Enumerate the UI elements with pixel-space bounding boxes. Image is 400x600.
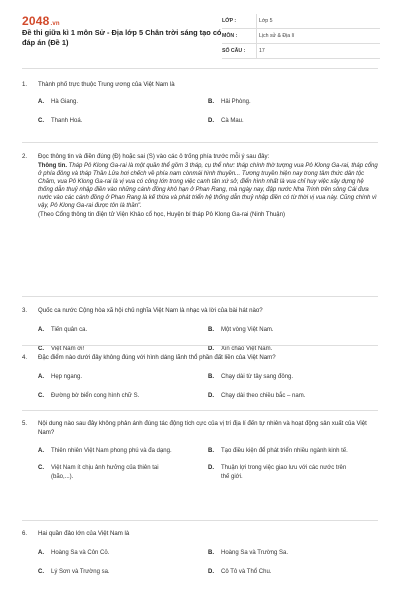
question-number: 5. bbox=[22, 420, 28, 427]
option-d[interactable]: D. Cô Tô và Thổ Chu. bbox=[208, 569, 272, 575]
option-b[interactable]: B. Một vòng Việt Nam. bbox=[208, 327, 274, 333]
option-c[interactable]: C. Lý Sơn và Trường sa. bbox=[38, 569, 110, 575]
option-a[interactable]: A. Hoàng Sa và Côn Cỏ. bbox=[38, 550, 110, 556]
exam-meta bbox=[222, 14, 380, 59]
passage-body: Tháp Pô Klong Ga-rai là một quần thể gồm 3 tháp, cụ thể như: tháp chính thờ tượng vua Pô Klong Ga-rai, tháp cổng ở phía đông và tháp Thần Lửa hơi chếch về phía nam cònmái hình thuyền... Tương truyền hiện nay trong tâm thức dân tộc Chăm, vua Pô Klong Ga-rai là vị vua có công lớn trong việc canh tân xứ sở, điển hình nhất là vua chỉ huy việc xây dựng hệ thống dẫn thuỷ nhập điền vào những cánh đồng khô hạn ở Phan Rang, mà ngày nay, đập nước Nha Trinh trên sông Cái đưa nước vào các cánh đồng ở Phan Rang là kế thừa và phát triển hệ thống dẫn thuỷ nhập điền có từ thời vị vua này. Cũng chính vì vậy, Pô Klong Ga-rai được tôn là thần". bbox=[38, 163, 378, 210]
option-b[interactable]: B. Hoàng Sa và Trường Sa. bbox=[208, 550, 288, 556]
meta-row-count bbox=[222, 44, 380, 59]
divider bbox=[22, 68, 378, 69]
meta-label: LỚP : bbox=[222, 18, 237, 24]
question-text: Nội dung nào sau đây không phản ánh đúng tác động tích cực của vị trí địa lí đến tự nhiên và hoạt động sản xuất của Việt Nam? bbox=[38, 420, 367, 436]
meta-value: Lớp 5 bbox=[256, 14, 273, 28]
divider bbox=[22, 520, 378, 521]
option-d[interactable]: D. Cà Mau. bbox=[208, 118, 244, 124]
question-4 bbox=[22, 353, 378, 401]
question-text: Đặc điểm nào dưới đây không đúng với hình dáng lãnh thổ phần đất liền của Việt Nam? bbox=[38, 354, 276, 361]
question-2 bbox=[22, 152, 378, 219]
option-d[interactable]: D. Xin chào Việt Nam. bbox=[208, 346, 273, 352]
option-c[interactable]: C. Việt Nam ít chịu ảnh hưởng của thiên tai (bão,...). bbox=[38, 465, 159, 480]
option-b[interactable]: B. Chạy dài từ tây sang đông. bbox=[208, 374, 294, 380]
site-logo[interactable]: 2048.vn bbox=[22, 14, 60, 28]
question-number: 6. bbox=[22, 530, 28, 537]
option-c[interactable]: C. Đường bờ biển cong hình chữ S. bbox=[38, 393, 140, 399]
question-text: Hai quần đảo lớn của Việt Nam là bbox=[38, 530, 130, 537]
question-text: Quốc ca nước Cộng hòa xã hội chủ nghĩa Việt Nam là nhạc và lời của bài hát nào? bbox=[38, 307, 263, 314]
question-1 bbox=[22, 80, 378, 126]
meta-value: 17 bbox=[256, 44, 265, 58]
meta-label: SỐ CÂU : bbox=[222, 48, 246, 54]
reading-passage bbox=[38, 162, 378, 219]
option-d[interactable]: D. Chạy dài theo chiều bắc – nam. bbox=[208, 393, 306, 399]
question-text: Đọc thông tin và điền đúng (Đ) hoặc sai (S) vào các ô trống phía trước mỗi ý sau đây: bbox=[38, 153, 270, 160]
question-6 bbox=[22, 529, 378, 577]
option-d[interactable]: D. Thuận lợi trong việc giao lưu với các nước trên thế giới. bbox=[208, 465, 347, 480]
question-number: 3. bbox=[22, 307, 28, 314]
option-c[interactable]: C. Thanh Hoá. bbox=[38, 118, 83, 124]
passage-lead: Thông tin. bbox=[38, 163, 67, 169]
option-c[interactable]: C. Việt Nam ơi! bbox=[38, 346, 85, 352]
meta-row-subject bbox=[222, 29, 380, 44]
question-text: Thành phố trực thuộc Trung ương của Việt Nam là bbox=[38, 81, 175, 88]
meta-row-grade bbox=[222, 14, 380, 29]
option-b[interactable]: B. Hải Phòng. bbox=[208, 99, 251, 105]
document-title: Đề thi giữa kì 1 môn Sử - Địa lớp 5 Chân trời sáng tạo có đáp án (Đề 1) bbox=[22, 28, 222, 47]
meta-value: Lịch sử & Địa lí bbox=[256, 29, 294, 43]
passage-source: (Theo Cổng thông tin điện tử Viện Khảo cổ học, Huyện bí tháp Pô Klong Ga-rai (Ninh Thuận) bbox=[38, 211, 285, 218]
divider bbox=[22, 296, 378, 297]
option-a[interactable]: A. Hà Giang. bbox=[38, 99, 79, 105]
question-number: 2. bbox=[22, 153, 28, 160]
question-5 bbox=[22, 419, 378, 482]
question-3 bbox=[22, 306, 378, 354]
document-header bbox=[0, 0, 400, 62]
question-number: 4. bbox=[22, 354, 28, 361]
meta-label: MÔN : bbox=[222, 33, 238, 39]
question-number: 1. bbox=[22, 81, 28, 88]
option-a[interactable]: A. Thiên nhiên Việt Nam phong phú và đa dạng. bbox=[38, 448, 172, 454]
option-a[interactable]: A. Hẹp ngang. bbox=[38, 374, 83, 380]
divider bbox=[22, 142, 378, 143]
option-b[interactable]: B. Tạo điều kiện để phát triển nhiều ngành kinh tế. bbox=[208, 448, 348, 454]
option-a[interactable]: A. Tiến quân ca. bbox=[38, 327, 88, 333]
divider bbox=[22, 345, 378, 346]
divider bbox=[22, 410, 378, 411]
